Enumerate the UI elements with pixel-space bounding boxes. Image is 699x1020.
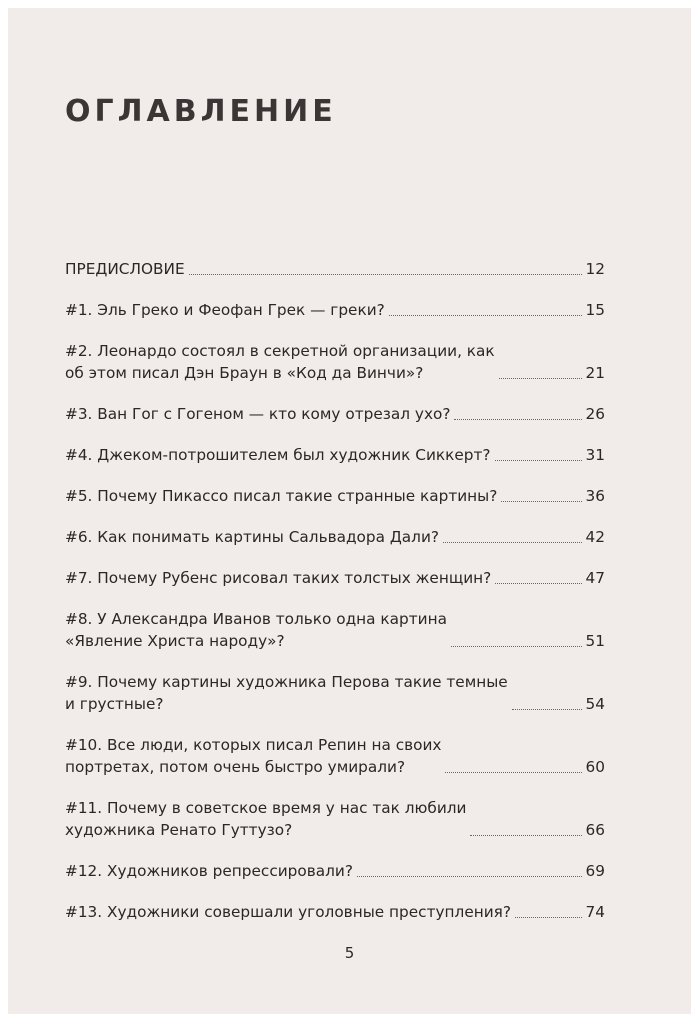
toc-entry-page: 54 (585, 695, 605, 713)
toc-entry-preface[interactable] (65, 258, 605, 280)
toc-entry-page: 36 (585, 487, 605, 505)
dot-leader (495, 583, 581, 584)
dot-leader (445, 772, 581, 773)
toc-entry-title: #11. Почему в советское время у нас так любили художника Ренато Гуттузо? (65, 799, 467, 839)
toc-entry-page: 60 (585, 758, 605, 776)
page-number: 5 (344, 944, 355, 962)
toc-entry-7[interactable] (65, 567, 605, 589)
toc-entry-6[interactable] (65, 526, 605, 548)
dot-leader (495, 460, 582, 461)
table-of-contents (65, 258, 605, 942)
toc-entry-5[interactable] (65, 485, 605, 507)
toc-entry-1[interactable] (65, 299, 605, 321)
toc-entry-page: 69 (585, 862, 605, 880)
dot-leader (499, 378, 582, 379)
toc-entry-page: 42 (585, 528, 605, 546)
toc-entry-title: ПРЕДИСЛОВИЕ (65, 260, 185, 278)
dot-leader (470, 835, 581, 836)
toc-entry-title: #8. У Александра Иванов только одна картина «Явление Христа народу»? (65, 610, 447, 650)
dot-leader (501, 501, 581, 502)
toc-entry-10[interactable] (65, 734, 605, 778)
dot-leader (389, 315, 582, 316)
toc-entry-page: 26 (585, 405, 605, 423)
toc-entry-page: 12 (585, 260, 605, 278)
dot-leader (357, 876, 582, 877)
toc-entry-title: #4. Джеком-потрошителем был художник Сиккерт? (65, 446, 491, 464)
toc-entry-title: #10. Все люди, которых писал Репин на своих портретах, потом очень быстро умирали? (65, 736, 442, 776)
toc-entry-page: 51 (585, 632, 605, 650)
toc-entry-13[interactable] (65, 901, 605, 923)
dot-leader (515, 917, 582, 918)
toc-entry-12[interactable] (65, 860, 605, 882)
toc-entry-title: #6. Как понимать картины Сальвадора Дали? (65, 528, 440, 546)
toc-entry-9[interactable] (65, 671, 605, 715)
toc-entry-title: #12. Художников репрессировали? (65, 862, 353, 880)
toc-entry-title: #3. Ван Гог с Гогеном — кто кому отрезал ухо? (65, 405, 451, 423)
toc-entry-page: 21 (585, 364, 605, 382)
toc-entry-page: 66 (585, 821, 605, 839)
toc-entry-page: 47 (585, 569, 605, 587)
toc-entry-8[interactable] (65, 608, 605, 652)
dot-leader (512, 709, 582, 710)
toc-entry-title: #2. Леонардо состоял в секретной организации, как об этом писал Дэн Браун в «Код да Винчи»? (65, 342, 495, 382)
toc-entry-page: 74 (585, 903, 605, 921)
toc-entry-page: 31 (585, 446, 605, 464)
toc-entry-page: 15 (585, 301, 605, 319)
dot-leader (443, 542, 582, 543)
bleed-through-text (617, 38, 677, 108)
dot-leader (454, 419, 581, 420)
toc-entry-11[interactable] (65, 797, 605, 841)
toc-entry-title: #7. Почему Рубенс рисовал таких толстых женщин? (65, 569, 492, 587)
toc-entry-title: #1. Эль Греко и Феофан Грек — греки? (65, 301, 385, 319)
toc-entry-2[interactable] (65, 340, 605, 384)
toc-entry-3[interactable] (65, 403, 605, 425)
toc-entry-title: #13. Художники совершали уголовные преступления? (65, 903, 511, 921)
dot-leader (189, 274, 582, 275)
toc-entry-4[interactable] (65, 444, 605, 466)
book-page (8, 8, 691, 1014)
page-title: ОГЛАВЛЕНИЕ (65, 94, 337, 129)
toc-entry-title: #9. Почему картины художника Перова такие темные и грустные? (65, 673, 508, 713)
dot-leader (451, 646, 582, 647)
toc-entry-title: #5. Почему Пикассо писал такие странные картины? (65, 487, 498, 505)
